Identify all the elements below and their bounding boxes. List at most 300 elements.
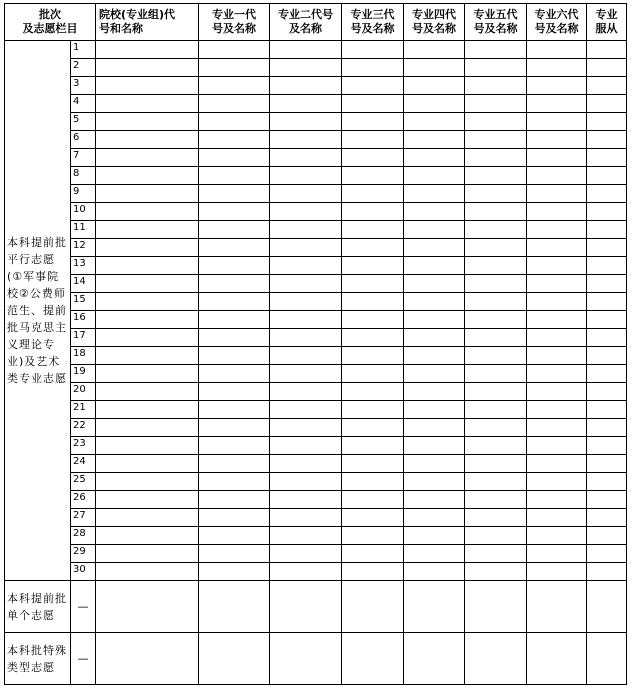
row-number: 24 <box>71 455 96 473</box>
entry-cell[interactable] <box>270 275 342 293</box>
entry-cell[interactable] <box>270 239 342 257</box>
row-dash: — <box>71 633 96 685</box>
entry-cell[interactable] <box>270 347 342 365</box>
entry-cell[interactable] <box>465 545 527 563</box>
row-number: 30 <box>71 563 96 581</box>
entry-cell[interactable] <box>96 545 199 563</box>
entry-cell[interactable] <box>404 545 465 563</box>
table-row <box>5 149 627 167</box>
entry-cell[interactable] <box>527 221 587 239</box>
entry-cell[interactable] <box>527 455 587 473</box>
entry-cell[interactable] <box>199 41 270 59</box>
entry-cell[interactable] <box>587 347 627 365</box>
entry-cell[interactable] <box>587 527 627 545</box>
entry-cell[interactable] <box>199 563 270 581</box>
entry-cell[interactable] <box>96 347 199 365</box>
entry-cell[interactable] <box>404 275 465 293</box>
entry-cell[interactable] <box>199 633 270 685</box>
entry-cell[interactable] <box>199 203 270 221</box>
entry-cell[interactable] <box>96 455 199 473</box>
entry-cell[interactable] <box>342 419 404 437</box>
entry-cell[interactable] <box>404 401 465 419</box>
entry-cell[interactable] <box>342 257 404 275</box>
entry-cell[interactable] <box>465 185 527 203</box>
entry-cell[interactable] <box>342 365 404 383</box>
entry-cell[interactable] <box>587 95 627 113</box>
entry-cell[interactable] <box>465 95 527 113</box>
entry-cell[interactable] <box>342 545 404 563</box>
entry-cell[interactable] <box>342 293 404 311</box>
entry-cell[interactable] <box>587 473 627 491</box>
entry-cell[interactable] <box>587 545 627 563</box>
entry-cell[interactable] <box>342 491 404 509</box>
entry-cell[interactable] <box>270 633 342 685</box>
entry-cell[interactable] <box>270 113 342 131</box>
entry-cell[interactable] <box>587 491 627 509</box>
entry-cell[interactable] <box>465 131 527 149</box>
entry-cell[interactable] <box>199 311 270 329</box>
entry-cell[interactable] <box>96 383 199 401</box>
entry-cell[interactable] <box>465 329 527 347</box>
entry-cell[interactable] <box>199 383 270 401</box>
entry-cell[interactable] <box>527 491 587 509</box>
entry-cell[interactable] <box>199 185 270 203</box>
entry-cell[interactable] <box>527 275 587 293</box>
entry-cell[interactable] <box>404 473 465 491</box>
entry-cell[interactable] <box>96 563 199 581</box>
entry-cell[interactable] <box>342 239 404 257</box>
entry-cell[interactable] <box>465 473 527 491</box>
table-row <box>5 167 627 185</box>
entry-cell[interactable] <box>96 149 199 167</box>
entry-cell[interactable] <box>587 455 627 473</box>
entry-cell[interactable] <box>96 113 199 131</box>
entry-cell[interactable] <box>199 149 270 167</box>
table-row <box>5 563 627 581</box>
entry-cell[interactable] <box>587 239 627 257</box>
entry-cell[interactable] <box>465 275 527 293</box>
entry-cell[interactable] <box>96 239 199 257</box>
volunteer-form-table <box>4 3 627 685</box>
entry-cell[interactable] <box>527 383 587 401</box>
entry-cell[interactable] <box>96 257 199 275</box>
entry-cell[interactable] <box>270 455 342 473</box>
entry-cell[interactable] <box>199 293 270 311</box>
entry-cell[interactable] <box>199 545 270 563</box>
entry-cell[interactable] <box>96 401 199 419</box>
entry-cell[interactable] <box>270 329 342 347</box>
entry-cell[interactable] <box>527 59 587 77</box>
entry-cell[interactable] <box>404 491 465 509</box>
entry-cell[interactable] <box>342 527 404 545</box>
entry-cell[interactable] <box>342 95 404 113</box>
header-row <box>5 4 627 41</box>
entry-cell[interactable] <box>96 59 199 77</box>
entry-cell[interactable] <box>587 41 627 59</box>
row-number: 16 <box>71 311 96 329</box>
entry-cell[interactable] <box>404 167 465 185</box>
entry-cell[interactable] <box>270 491 342 509</box>
entry-cell[interactable] <box>342 633 404 685</box>
entry-cell[interactable] <box>465 509 527 527</box>
entry-cell[interactable] <box>270 95 342 113</box>
row-dash: — <box>71 581 96 633</box>
entry-cell[interactable] <box>270 221 342 239</box>
entry-cell[interactable] <box>404 455 465 473</box>
entry-cell[interactable] <box>199 401 270 419</box>
row-number: 26 <box>71 491 96 509</box>
entry-cell[interactable] <box>527 77 587 95</box>
entry-cell[interactable] <box>404 633 465 685</box>
entry-cell[interactable] <box>527 509 587 527</box>
entry-cell[interactable] <box>342 77 404 95</box>
entry-cell[interactable] <box>199 473 270 491</box>
row-number: 10 <box>71 203 96 221</box>
entry-cell[interactable] <box>527 95 587 113</box>
entry-cell[interactable] <box>527 311 587 329</box>
entry-cell[interactable] <box>404 203 465 221</box>
entry-cell[interactable] <box>199 95 270 113</box>
row-number: 28 <box>71 527 96 545</box>
entry-cell[interactable] <box>270 365 342 383</box>
entry-cell[interactable] <box>465 419 527 437</box>
entry-cell[interactable] <box>587 293 627 311</box>
entry-cell[interactable] <box>465 365 527 383</box>
table-row <box>5 311 627 329</box>
table-row <box>5 491 627 509</box>
entry-cell[interactable] <box>96 95 199 113</box>
entry-cell[interactable] <box>270 131 342 149</box>
entry-cell[interactable] <box>465 401 527 419</box>
entry-cell[interactable] <box>587 401 627 419</box>
entry-cell[interactable] <box>404 59 465 77</box>
entry-cell[interactable] <box>96 419 199 437</box>
entry-cell[interactable] <box>404 509 465 527</box>
entry-cell[interactable] <box>587 203 627 221</box>
entry-cell[interactable] <box>465 239 527 257</box>
entry-cell[interactable] <box>465 203 527 221</box>
section-label-advance-parallel: 本科提前批平行志愿(①军事院校②公费师范生、提前批马克思主义理论专业)及艺术类专业志愿 <box>5 41 71 581</box>
entry-cell[interactable] <box>342 455 404 473</box>
table-row <box>5 545 627 563</box>
entry-cell[interactable] <box>527 347 587 365</box>
entry-cell[interactable] <box>465 563 527 581</box>
entry-cell[interactable] <box>527 41 587 59</box>
entry-cell[interactable] <box>199 59 270 77</box>
entry-cell[interactable] <box>587 167 627 185</box>
entry-cell[interactable] <box>199 455 270 473</box>
entry-cell[interactable] <box>96 311 199 329</box>
entry-cell[interactable] <box>527 239 587 257</box>
entry-cell[interactable] <box>270 293 342 311</box>
entry-cell[interactable] <box>404 149 465 167</box>
entry-cell[interactable] <box>96 41 199 59</box>
entry-cell[interactable] <box>96 509 199 527</box>
entry-cell[interactable] <box>527 437 587 455</box>
row-number: 5 <box>71 113 96 131</box>
entry-cell[interactable] <box>527 563 587 581</box>
entry-cell[interactable] <box>465 113 527 131</box>
row-number: 20 <box>71 383 96 401</box>
entry-cell[interactable] <box>342 167 404 185</box>
entry-cell[interactable] <box>342 275 404 293</box>
table-row <box>5 401 627 419</box>
entry-cell[interactable] <box>465 581 527 633</box>
entry-cell[interactable] <box>404 365 465 383</box>
entry-cell[interactable] <box>270 563 342 581</box>
entry-cell[interactable] <box>270 257 342 275</box>
table-row <box>5 329 627 347</box>
entry-cell[interactable] <box>96 293 199 311</box>
entry-cell[interactable] <box>270 545 342 563</box>
entry-cell[interactable] <box>587 365 627 383</box>
entry-cell[interactable] <box>465 167 527 185</box>
row-number: 27 <box>71 509 96 527</box>
entry-cell[interactable] <box>527 203 587 221</box>
entry-cell[interactable] <box>342 563 404 581</box>
entry-cell[interactable] <box>404 77 465 95</box>
entry-cell[interactable] <box>96 437 199 455</box>
entry-cell[interactable] <box>404 329 465 347</box>
entry-cell[interactable] <box>404 527 465 545</box>
entry-cell[interactable] <box>465 293 527 311</box>
entry-cell[interactable] <box>96 203 199 221</box>
row-number: 21 <box>71 401 96 419</box>
entry-cell[interactable] <box>465 149 527 167</box>
table-row <box>5 185 627 203</box>
entry-cell[interactable] <box>587 419 627 437</box>
table-row <box>5 581 627 633</box>
entry-cell[interactable] <box>270 527 342 545</box>
entry-cell[interactable] <box>199 275 270 293</box>
entry-cell[interactable] <box>587 131 627 149</box>
entry-cell[interactable] <box>404 293 465 311</box>
entry-cell[interactable] <box>342 59 404 77</box>
entry-cell[interactable] <box>342 473 404 491</box>
header-major4: 专业四代 号及名称 <box>404 4 465 41</box>
entry-cell[interactable] <box>342 185 404 203</box>
entry-cell[interactable] <box>199 365 270 383</box>
entry-cell[interactable] <box>270 383 342 401</box>
entry-cell[interactable] <box>270 77 342 95</box>
entry-cell[interactable] <box>587 257 627 275</box>
entry-cell[interactable] <box>199 131 270 149</box>
entry-cell[interactable] <box>404 257 465 275</box>
entry-cell[interactable] <box>199 239 270 257</box>
entry-cell[interactable] <box>465 221 527 239</box>
table-row <box>5 293 627 311</box>
entry-cell[interactable] <box>465 527 527 545</box>
entry-cell[interactable] <box>342 113 404 131</box>
row-number: 19 <box>71 365 96 383</box>
table-row <box>5 633 627 685</box>
entry-cell[interactable] <box>587 149 627 167</box>
entry-cell[interactable] <box>342 437 404 455</box>
entry-cell[interactable] <box>527 419 587 437</box>
entry-cell[interactable] <box>342 509 404 527</box>
entry-cell[interactable] <box>465 633 527 685</box>
entry-cell[interactable] <box>404 347 465 365</box>
entry-cell[interactable] <box>270 419 342 437</box>
entry-cell[interactable] <box>96 131 199 149</box>
entry-cell[interactable] <box>96 581 199 633</box>
entry-cell[interactable] <box>587 221 627 239</box>
entry-cell[interactable] <box>199 77 270 95</box>
table-row <box>5 473 627 491</box>
entry-cell[interactable] <box>465 257 527 275</box>
entry-cell[interactable] <box>404 95 465 113</box>
entry-cell[interactable] <box>465 383 527 401</box>
table-row <box>5 275 627 293</box>
entry-cell[interactable] <box>527 329 587 347</box>
entry-cell[interactable] <box>270 473 342 491</box>
entry-cell[interactable] <box>404 563 465 581</box>
entry-cell[interactable] <box>587 437 627 455</box>
entry-cell[interactable] <box>96 275 199 293</box>
entry-cell[interactable] <box>199 329 270 347</box>
row-number: 12 <box>71 239 96 257</box>
entry-cell[interactable] <box>404 185 465 203</box>
entry-cell[interactable] <box>199 509 270 527</box>
entry-cell[interactable] <box>404 419 465 437</box>
entry-cell[interactable] <box>527 545 587 563</box>
entry-cell[interactable] <box>342 149 404 167</box>
table-row <box>5 113 627 131</box>
entry-cell[interactable] <box>96 527 199 545</box>
entry-cell[interactable] <box>270 149 342 167</box>
entry-cell[interactable] <box>587 311 627 329</box>
entry-cell[interactable] <box>199 437 270 455</box>
entry-cell[interactable] <box>404 311 465 329</box>
entry-cell[interactable] <box>587 77 627 95</box>
entry-cell[interactable] <box>270 311 342 329</box>
entry-cell[interactable] <box>342 41 404 59</box>
entry-cell[interactable] <box>465 59 527 77</box>
entry-cell[interactable] <box>270 59 342 77</box>
entry-cell[interactable] <box>465 311 527 329</box>
entry-cell[interactable] <box>465 347 527 365</box>
entry-cell[interactable] <box>587 563 627 581</box>
entry-cell[interactable] <box>587 509 627 527</box>
entry-cell[interactable] <box>527 113 587 131</box>
entry-cell[interactable] <box>199 581 270 633</box>
entry-cell[interactable] <box>404 437 465 455</box>
entry-cell[interactable] <box>96 329 199 347</box>
entry-cell[interactable] <box>587 185 627 203</box>
entry-cell[interactable] <box>199 113 270 131</box>
entry-cell[interactable] <box>96 473 199 491</box>
entry-cell[interactable] <box>342 383 404 401</box>
entry-cell[interactable] <box>527 401 587 419</box>
entry-cell[interactable] <box>96 365 199 383</box>
entry-cell[interactable] <box>404 383 465 401</box>
table-row <box>5 365 627 383</box>
entry-cell[interactable] <box>404 131 465 149</box>
entry-cell[interactable] <box>199 491 270 509</box>
entry-cell[interactable] <box>342 311 404 329</box>
entry-cell[interactable] <box>199 257 270 275</box>
entry-cell[interactable] <box>270 509 342 527</box>
entry-cell[interactable] <box>587 113 627 131</box>
table-row <box>5 239 627 257</box>
entry-cell[interactable] <box>199 221 270 239</box>
entry-cell[interactable] <box>465 455 527 473</box>
entry-cell[interactable] <box>404 239 465 257</box>
entry-cell[interactable] <box>270 437 342 455</box>
row-number: 23 <box>71 437 96 455</box>
entry-cell[interactable] <box>527 149 587 167</box>
entry-cell[interactable] <box>587 383 627 401</box>
entry-cell[interactable] <box>465 77 527 95</box>
entry-cell[interactable] <box>527 527 587 545</box>
entry-cell[interactable] <box>527 293 587 311</box>
entry-cell[interactable] <box>404 41 465 59</box>
row-number: 18 <box>71 347 96 365</box>
entry-cell[interactable] <box>96 491 199 509</box>
entry-cell[interactable] <box>527 131 587 149</box>
entry-cell[interactable] <box>96 185 199 203</box>
entry-cell[interactable] <box>527 473 587 491</box>
entry-cell[interactable] <box>465 437 527 455</box>
entry-cell[interactable] <box>527 167 587 185</box>
entry-cell[interactable] <box>587 59 627 77</box>
table-row <box>5 221 627 239</box>
entry-cell[interactable] <box>96 221 199 239</box>
entry-cell[interactable] <box>96 633 199 685</box>
entry-cell[interactable] <box>527 185 587 203</box>
entry-cell[interactable] <box>96 77 199 95</box>
entry-cell[interactable] <box>342 131 404 149</box>
entry-cell[interactable] <box>342 581 404 633</box>
entry-cell[interactable] <box>527 365 587 383</box>
table-row <box>5 131 627 149</box>
entry-cell[interactable] <box>404 113 465 131</box>
entry-cell[interactable] <box>465 491 527 509</box>
entry-cell[interactable] <box>404 581 465 633</box>
entry-cell[interactable] <box>270 401 342 419</box>
entry-cell[interactable] <box>587 633 627 685</box>
row-number: 9 <box>71 185 96 203</box>
entry-cell[interactable] <box>199 347 270 365</box>
entry-cell[interactable] <box>270 167 342 185</box>
entry-cell[interactable] <box>342 221 404 239</box>
entry-cell[interactable] <box>270 185 342 203</box>
entry-cell[interactable] <box>527 581 587 633</box>
table-row <box>5 419 627 437</box>
entry-cell[interactable] <box>465 41 527 59</box>
entry-cell[interactable] <box>199 167 270 185</box>
entry-cell[interactable] <box>199 419 270 437</box>
entry-cell[interactable] <box>270 581 342 633</box>
entry-cell[interactable] <box>96 167 199 185</box>
entry-cell[interactable] <box>587 329 627 347</box>
entry-cell[interactable] <box>342 329 404 347</box>
entry-cell[interactable] <box>342 203 404 221</box>
entry-cell[interactable] <box>404 221 465 239</box>
entry-cell[interactable] <box>587 581 627 633</box>
entry-cell[interactable] <box>270 203 342 221</box>
entry-cell[interactable] <box>587 275 627 293</box>
entry-cell[interactable] <box>342 347 404 365</box>
entry-cell[interactable] <box>270 41 342 59</box>
table-row <box>5 509 627 527</box>
row-number: 29 <box>71 545 96 563</box>
row-number: 1 <box>71 41 96 59</box>
entry-cell[interactable] <box>527 257 587 275</box>
entry-cell[interactable] <box>527 633 587 685</box>
entry-cell[interactable] <box>342 401 404 419</box>
entry-cell[interactable] <box>199 527 270 545</box>
